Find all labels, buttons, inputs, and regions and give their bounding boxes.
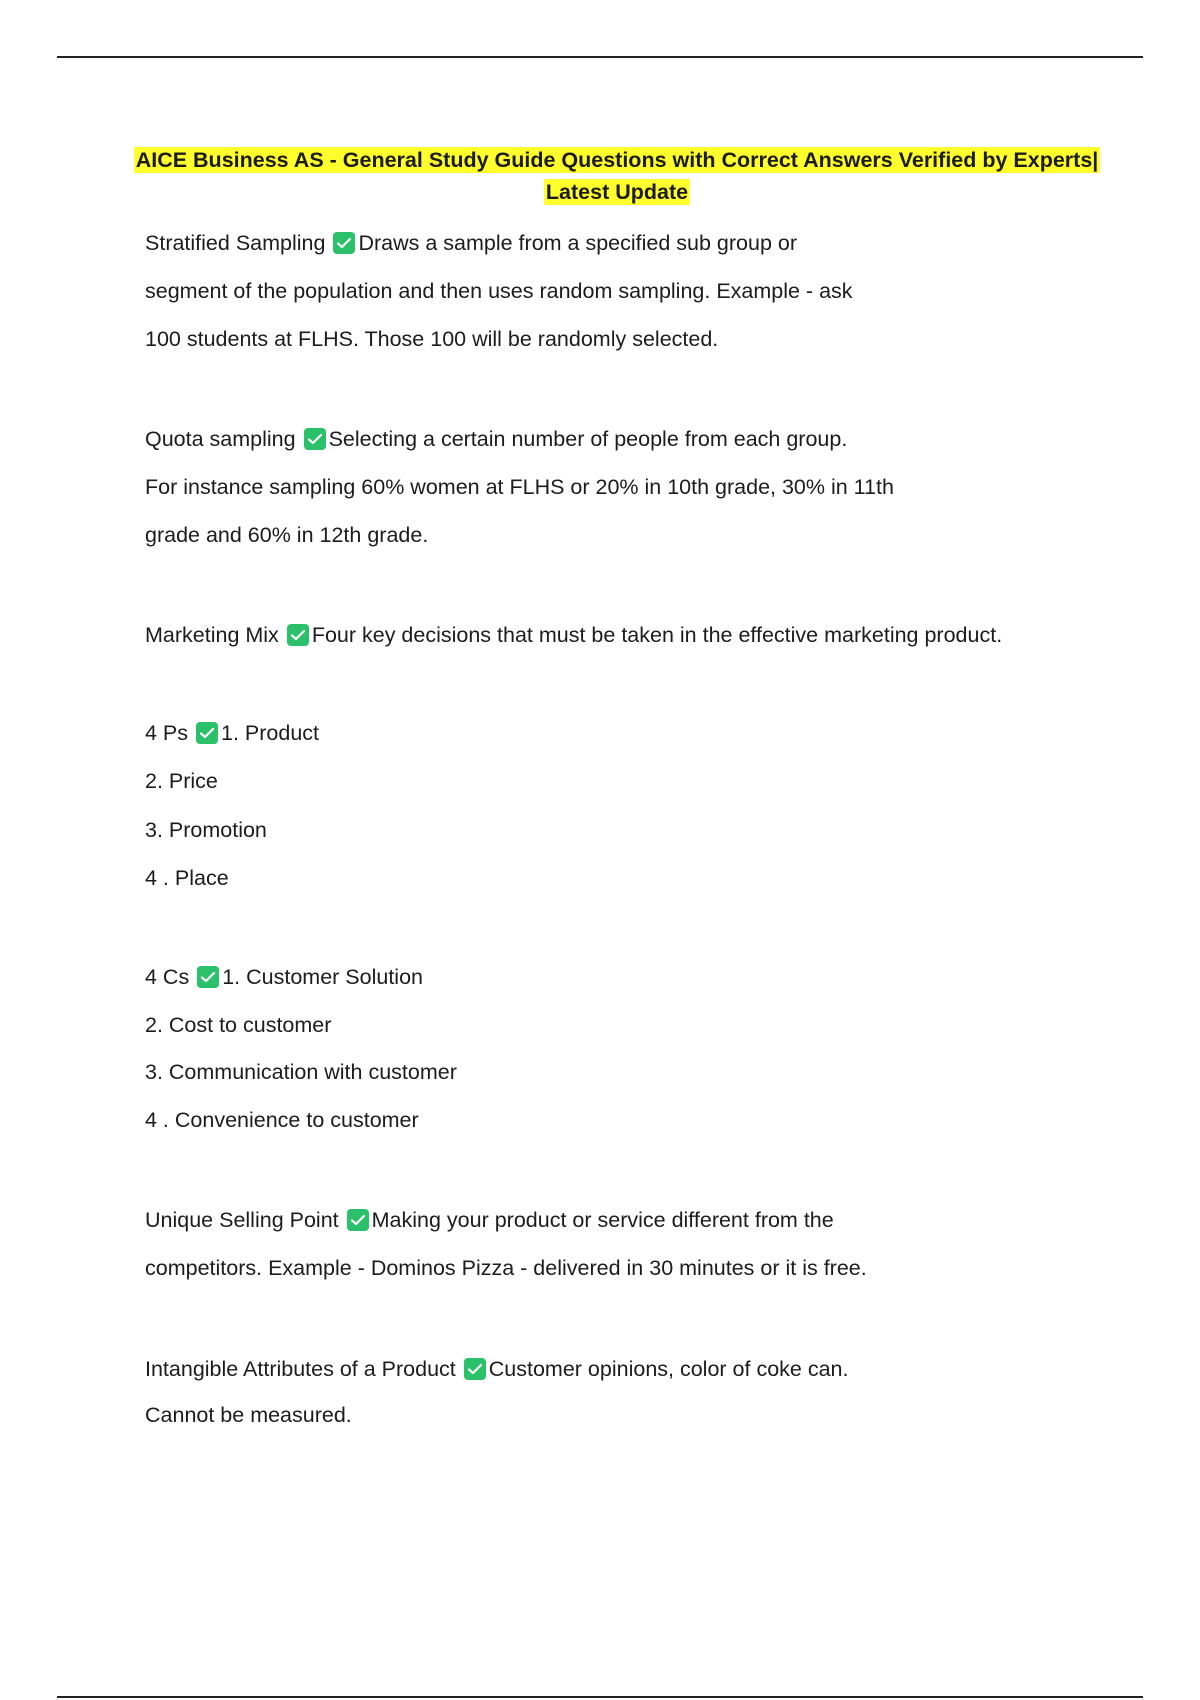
- term: 4 Cs: [145, 965, 190, 989]
- answer-text: Making your product or service different from the: [371, 1208, 834, 1232]
- entry-stratified-sampling: [145, 229, 797, 257]
- term: Unique Selling Point: [145, 1208, 339, 1232]
- term: Intangible Attributes of a Product: [145, 1357, 456, 1381]
- check-mark-icon: [347, 1209, 369, 1231]
- entry-4-ps: [145, 719, 319, 747]
- check-mark-icon: [304, 428, 326, 450]
- check-mark-icon: [197, 966, 219, 988]
- term: 4 Ps: [145, 721, 189, 745]
- list-item: 2. Cost to customer: [145, 1013, 332, 1037]
- entry-quota-sampling: [145, 425, 847, 453]
- entry-marketing-mix: [145, 621, 1002, 649]
- term: Marketing Mix: [145, 623, 279, 647]
- entry-intangible-attributes: [145, 1355, 848, 1383]
- answer-text: Four key decisions that must be taken in the effective marketing product.: [311, 623, 1003, 647]
- list-item: 3. Promotion: [145, 818, 267, 842]
- bottom-divider: [57, 1696, 1143, 1698]
- answer-line: For instance sampling 60% women at FLHS or 20% in 10th grade, 30% in 11th: [145, 475, 894, 499]
- list-item: 2. Price: [145, 769, 218, 793]
- answer-line: Cannot be measured.: [145, 1403, 352, 1427]
- check-mark-icon: [464, 1358, 486, 1380]
- answer-line: segment of the population and then uses random sampling. Example - ask: [145, 279, 853, 303]
- document-title: [130, 144, 1104, 208]
- entry-4-cs: [145, 963, 423, 991]
- term: Stratified Sampling: [145, 231, 326, 255]
- check-mark-icon: [196, 722, 218, 744]
- answer-line: grade and 60% in 12th grade.: [145, 523, 429, 547]
- list-item: 3. Communication with customer: [145, 1060, 457, 1084]
- answer-text: 1. Product: [221, 721, 320, 745]
- check-mark-icon: [333, 232, 355, 254]
- answer-line: 100 students at FLHS. Those 100 will be randomly selected.: [145, 327, 719, 351]
- top-divider: [57, 56, 1143, 58]
- answer-line: competitors. Example - Dominos Pizza - delivered in 30 minutes or it is free.: [145, 1256, 867, 1280]
- list-item: 4 . Place: [145, 866, 229, 890]
- answer-text: 1. Customer Solution: [222, 965, 423, 989]
- answer-text: Customer opinions, color of coke can.: [488, 1357, 849, 1381]
- answer-text: Draws a sample from a specified sub group or: [358, 231, 798, 255]
- answer-text: Selecting a certain number of people from each group.: [328, 427, 848, 451]
- entry-unique-selling-point: [145, 1206, 834, 1234]
- title-line-2: Latest Update: [545, 180, 689, 204]
- title-line-1: AICE Business AS - General Study Guide Questions with Correct Answers Verified by Experts|: [135, 148, 1099, 172]
- term: Quota sampling: [145, 427, 296, 451]
- check-mark-icon: [287, 624, 309, 646]
- list-item: 4 . Convenience to customer: [145, 1108, 419, 1132]
